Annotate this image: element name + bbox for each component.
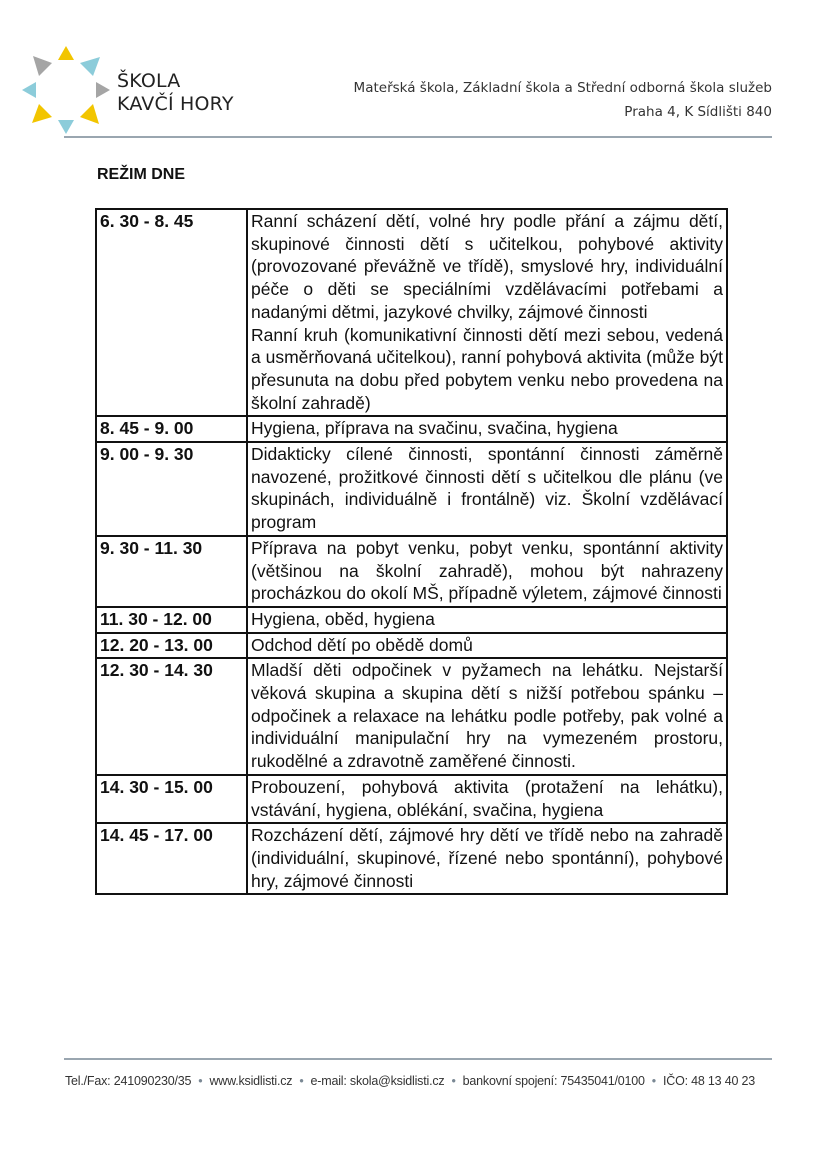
logo-line-1: ŠKOLA <box>117 70 181 92</box>
schedule-time: 12. 30 - 14. 30 <box>96 658 247 775</box>
daily-schedule-table <box>95 208 728 895</box>
activity-paragraph: Hygiena, oběd, hygiena <box>251 608 435 629</box>
organization-address: Praha 4, K Sídlišti 840 <box>624 104 772 120</box>
activity-paragraph: Probouzení, pohybová aktivita (protažení na lehátku), vstávání, hygiena, oblékání, svačina, hygiena <box>251 776 723 820</box>
schedule-row <box>96 658 727 775</box>
activity-paragraph: Odchod dětí po obědě domů <box>251 634 473 655</box>
footer-web: www.ksidlisti.cz <box>209 1074 293 1088</box>
schedule-row <box>96 823 727 894</box>
activity-paragraph: Mladší děti odpočinek v pyžamech na lehátku. Nejstarší věková skupina a skupina dětí s nižší potřebou spánku – odpočinek a relaxace na lehátku podle potřeby, pak volné a individuální manipulační hry na vymezeném prostoru, rukodělné a zdravotně zaměřené činnosti. <box>251 660 723 772</box>
schedule-row <box>96 633 727 659</box>
schedule-row <box>96 442 727 536</box>
schedule-time: 14. 45 - 17. 00 <box>96 823 247 894</box>
footer-contact-line <box>0 1074 820 1088</box>
activity-paragraph: Ranní scházení dětí, volné hry podle přání a zájmu dětí, skupinové činnosti dětí s učitelkou, pohybové aktivity (provozované převážně ve třídě), smyslové hry, individuální péče o děti se speciálními vzdělávacími potřebami a nadanými dětmi, jazykové chvilky, zájmové činnosti <box>251 211 723 322</box>
footer-email: e-mail: skola@ksidlisti.cz <box>310 1074 445 1088</box>
footer-divider <box>64 1058 772 1060</box>
organization-name: Mateřská škola, Základní škola a Střední odborná škola služeb <box>353 80 772 96</box>
footer-bank: bankovní spojení: 75435041/0100 <box>462 1074 645 1088</box>
header-divider <box>64 136 772 138</box>
activity-paragraph: Příprava na pobyt venku, pobyt venku, spontánní aktivity (většinou na školní zahradě), mohou být nahrazeny procházkou do okolí MŠ, případně výletem, zájmové činnosti <box>251 537 723 604</box>
logo-line-2: KAVČÍ HORY <box>117 93 234 115</box>
schedule-activity <box>247 823 727 894</box>
schedule-activity <box>247 633 727 659</box>
footer-separator: • <box>198 1074 203 1088</box>
schedule-row <box>96 536 727 607</box>
logo-wordmark <box>117 70 234 116</box>
schedule-activity <box>247 536 727 607</box>
footer-separator: • <box>451 1074 456 1088</box>
footer-ico: IČO: 48 13 40 23 <box>662 1074 755 1088</box>
schedule-time: 8. 45 - 9. 00 <box>96 416 247 442</box>
schedule-activity <box>247 607 727 633</box>
schedule-activity <box>247 209 727 416</box>
schedule-activity <box>247 775 727 823</box>
footer-phone: Tel./Fax: 241090230/35 <box>64 1074 192 1088</box>
schedule-time: 9. 30 - 11. 30 <box>96 536 247 607</box>
schedule-activity <box>247 658 727 775</box>
schedule-time: 14. 30 - 15. 00 <box>96 775 247 823</box>
page-title: REŽIM DNE <box>97 166 185 183</box>
schedule-row <box>96 416 727 442</box>
schedule-time: 9. 00 - 9. 30 <box>96 442 247 536</box>
schedule-row <box>96 607 727 633</box>
schedule-activity <box>247 442 727 536</box>
schedule-row <box>96 209 727 416</box>
footer-separator: • <box>299 1074 304 1088</box>
activity-paragraph: Ranní kruh (komunikativní činnosti dětí mezi sebou, vedená a usměrňovaná učitelkou), ranní pohybová aktivita (může být přesunuta na dobu před pobytem venku nebo provedena na školní zahradě) <box>251 324 723 413</box>
schedule-time: 12. 20 - 13. 00 <box>96 633 247 659</box>
activity-paragraph: Didakticky cílené činnosti, spontánní činnosti záměrně navozené, prožitkové činnosti dětí s učitelkou dle plánu (ve skupinách, individuálně i frontálně) viz. Školní vzdělávací program <box>251 444 723 533</box>
organization-info <box>354 76 772 124</box>
schedule-time: 6. 30 - 8. 45 <box>96 209 247 416</box>
school-logo-star-icon <box>20 44 112 136</box>
schedule-row <box>96 775 727 823</box>
schedule-time: 11. 30 - 12. 00 <box>96 607 247 633</box>
schedule-activity <box>247 416 727 442</box>
activity-paragraph: Hygiena, příprava na svačinu, svačina, hygiena <box>251 418 618 439</box>
activity-paragraph: Rozcházení dětí, zájmové hry dětí ve třídě nebo na zahradě (individuální, skupinové, řízené nebo spontánní), pohybové hry, zájmové činnosti <box>251 825 723 891</box>
footer-separator: • <box>651 1074 656 1088</box>
